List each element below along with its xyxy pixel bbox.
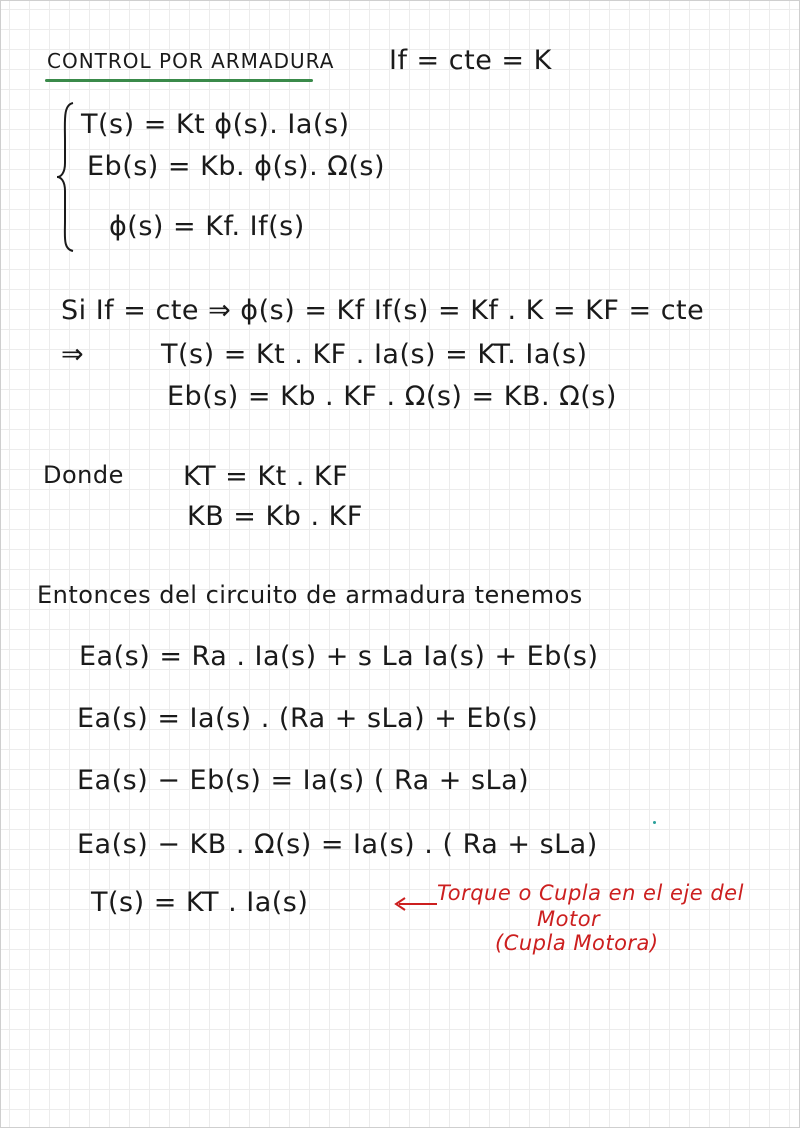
title-condition: If = cte = K [389,45,552,76]
system-eq-emf: Eb(s) = Kb. ϕ(s). Ω(s) [87,151,386,182]
circuit-eq-3: Ea(s) − Eb(s) = Ia(s) ( Ra + sLa) [77,765,530,796]
circuit-eq-4: Ea(s) − KB . Ω(s) = Ia(s) . ( Ra + sLa) [77,829,598,860]
annotation-line-3: (Cupla Motora) [495,931,659,955]
system-eq-flux: ϕ(s) = Kf. If(s) [109,211,305,242]
circuit-intro: Entonces del circuito de armadura tenemos [37,581,583,609]
circuit-eq-1: Ea(s) = Ra . Ia(s) + s La Ia(s) + Eb(s) [79,641,599,672]
donde-kt: KT = Kt . KF [183,461,349,492]
annotation-arrow-icon [393,895,439,913]
page-title: CONTROL POR ARMADURA [47,49,335,73]
annotation-line-2: Motor [537,907,601,931]
system-eq-torque: T(s) = Kt ϕ(s). Ia(s) [81,109,350,140]
derivation-emf-line: Eb(s) = Kb . KF . Ω(s) = KB. Ω(s) [167,381,617,412]
circuit-eq-torque: T(s) = KT . Ia(s) [91,887,309,918]
donde-kb: KB = Kb . KF [187,501,363,532]
circuit-eq-2: Ea(s) = Ia(s) . (Ra + sLa) + Eb(s) [77,703,539,734]
title-underline [45,79,313,82]
system-brace [55,101,77,253]
implies-arrow: ⇒ [61,339,85,370]
annotation-line-1: Torque o Cupla en el eje del [437,881,744,905]
derivation-si-line: Si If = cte ⇒ ϕ(s) = Kf If(s) = Kf . K = KF = cte [61,295,705,326]
ink-dot [653,821,656,824]
derivation-torque-line: T(s) = Kt . KF . Ia(s) = KT. Ia(s) [161,339,588,370]
donde-label: Donde [43,461,124,489]
